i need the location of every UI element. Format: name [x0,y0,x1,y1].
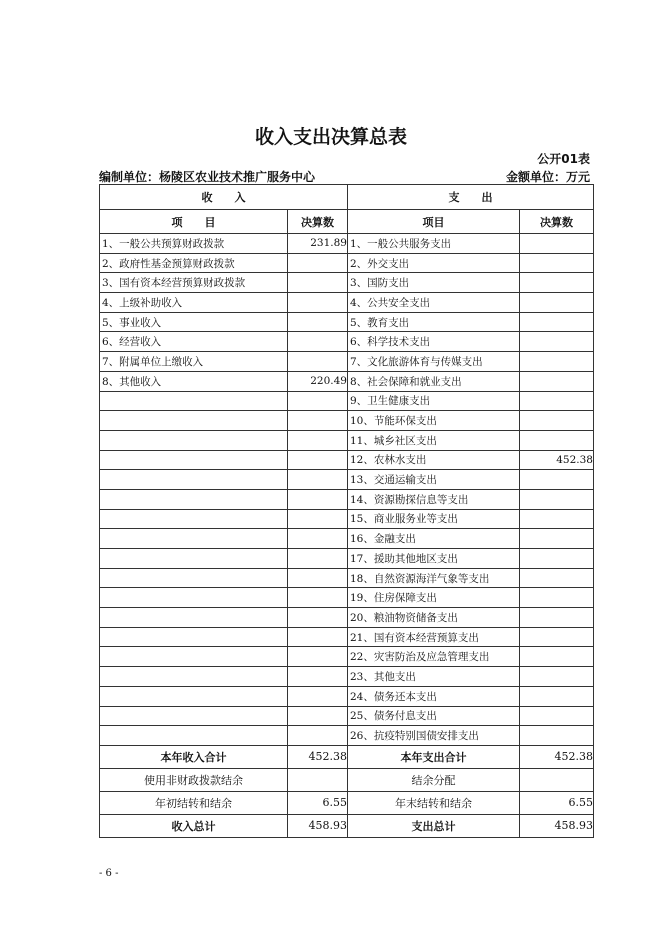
expense-item: 14、资源勘探信息等支出 [348,489,520,509]
table-row [100,549,594,569]
income-item: 5、事业收入 [100,312,288,332]
income-item: 3、国有资本经营预算财政拨款 [100,273,288,293]
expense-amount [520,686,594,706]
expense-amount: 458.93 [520,814,594,837]
table-row [100,529,594,549]
table-row [100,293,594,313]
col-item-right: 项目 [348,210,520,234]
table-row [100,726,594,746]
expense-item: 18、自然资源海洋气象等支出 [348,568,520,588]
table-row [100,489,594,509]
table-row [100,706,594,726]
expense-item: 16、金融支出 [348,529,520,549]
income-amount [288,768,348,791]
income-amount [288,509,348,529]
income-amount [288,726,348,746]
income-amount [288,332,348,352]
expense-amount [520,726,594,746]
expense-amount [520,391,594,411]
budget-table [99,184,594,838]
income-item: 使用非财政拨款结余 [100,768,288,791]
income-amount [288,549,348,569]
expense-item: 3、国防支出 [348,273,520,293]
expense-amount [520,253,594,273]
income-item: 年初结转和结余 [100,791,288,814]
income-item [100,411,288,431]
expense-item: 10、节能环保支出 [348,411,520,431]
income-amount [288,529,348,549]
income-amount [288,352,348,372]
income-amount [288,489,348,509]
expense-item: 24、债务还本支出 [348,686,520,706]
expense-amount [520,352,594,372]
organization: 编制单位：杨陵区农业技术推广服务中心 [99,170,316,184]
table-row [100,686,594,706]
expense-amount [520,489,594,509]
table-row [100,791,594,814]
income-amount [288,608,348,628]
income-amount [288,588,348,608]
table-row [100,352,594,372]
expense-amount [520,568,594,588]
income-amount [288,686,348,706]
expense-item: 21、国有资本经营预算支出 [348,627,520,647]
expense-item: 4、公共安全支出 [348,293,520,313]
income-item [100,568,288,588]
income-item: 6、经营收入 [100,332,288,352]
table-row [100,608,594,628]
table-row [100,745,594,768]
income-item [100,509,288,529]
income-amount [288,293,348,313]
page-number: - 6 - [99,868,119,879]
expense-amount [520,470,594,490]
table-row [100,588,594,608]
table-row [100,234,594,254]
table-row [100,627,594,647]
expense-item: 13、交通运输支出 [348,470,520,490]
income-item: 1、一般公共预算财政拨款 [100,234,288,254]
income-item: 2、政府性基金预算财政拨款 [100,253,288,273]
income-item [100,470,288,490]
income-item [100,608,288,628]
table-row [100,332,594,352]
expense-amount [520,588,594,608]
income-item [100,667,288,687]
income-amount [288,273,348,293]
expense-amount [520,411,594,431]
expense-item: 12、农林水支出 [348,450,520,470]
income-item [100,726,288,746]
expense-amount [520,234,594,254]
amount-unit: 金额单位：万元 [505,170,590,184]
col-amount-right: 决算数 [520,210,594,234]
expense-amount [520,273,594,293]
income-amount [288,568,348,588]
expense-item: 15、商业服务业等支出 [348,509,520,529]
expense-amount [520,312,594,332]
table-row [100,647,594,667]
table-row [100,312,594,332]
col-item-left: 项 目 [100,210,288,234]
expense-item: 9、卫生健康支出 [348,391,520,411]
expense-amount [520,768,594,791]
income-item [100,588,288,608]
income-amount: 231.89 [288,234,348,254]
expense-item: 25、债务付息支出 [348,706,520,726]
income-item [100,647,288,667]
expense-item: 结余分配 [348,768,520,791]
expense-item: 26、抗疫特别国债安排支出 [348,726,520,746]
table-row [100,568,594,588]
table-row [100,430,594,450]
expense-amount [520,647,594,667]
income-amount: 6.55 [288,791,348,814]
income-item [100,627,288,647]
expense-item: 20、粮油物资储备支出 [348,608,520,628]
income-amount [288,627,348,647]
income-item: 收入总计 [100,814,288,837]
table-row [100,391,594,411]
income-amount [288,253,348,273]
income-item: 4、上级补助收入 [100,293,288,313]
expense-amount: 6.55 [520,791,594,814]
income-amount [288,470,348,490]
income-amount [288,312,348,332]
income-amount [288,430,348,450]
income-item: 8、其他收入 [100,371,288,391]
income-item [100,706,288,726]
expense-item: 本年支出合计 [348,745,520,768]
income-amount [288,706,348,726]
expense-item: 5、教育支出 [348,312,520,332]
income-item [100,686,288,706]
expense-item: 11、城乡社区支出 [348,430,520,450]
expense-item: 17、援助其他地区支出 [348,549,520,569]
income-item [100,549,288,569]
expense-header: 支 出 [348,185,594,210]
expense-item: 23、其他支出 [348,667,520,687]
expense-amount: 452.38 [520,450,594,470]
table-row [100,273,594,293]
table-row [100,450,594,470]
expense-amount [520,529,594,549]
expense-amount [520,371,594,391]
table-row [100,470,594,490]
income-amount [288,450,348,470]
table-row [100,814,594,837]
expense-amount [520,293,594,313]
expense-item: 支出总计 [348,814,520,837]
table-row [100,371,594,391]
income-amount: 220.49 [288,371,348,391]
income-item [100,450,288,470]
income-item [100,391,288,411]
expense-item: 22、灾害防治及应急管理支出 [348,647,520,667]
expense-amount [520,332,594,352]
expense-amount: 452.38 [520,745,594,768]
income-item [100,529,288,549]
income-item [100,430,288,450]
table-row [100,253,594,273]
table-row [100,768,594,791]
expense-amount [520,549,594,569]
income-amount [288,647,348,667]
table-row [100,667,594,687]
income-amount [288,411,348,431]
expense-item: 年末结转和结余 [348,791,520,814]
expense-item: 6、科学技术支出 [348,332,520,352]
expense-amount [520,430,594,450]
income-amount [288,667,348,687]
table-row [100,411,594,431]
col-amount-left: 决算数 [288,210,348,234]
expense-item: 1、一般公共服务支出 [348,234,520,254]
expense-item: 7、文化旅游体育与传媒支出 [348,352,520,372]
income-header: 收 入 [100,185,348,210]
income-amount: 458.93 [288,814,348,837]
income-amount: 452.38 [288,745,348,768]
expense-amount [520,667,594,687]
table-row [100,509,594,529]
expense-amount [520,706,594,726]
expense-amount [520,509,594,529]
income-item [100,489,288,509]
income-item: 本年收入合计 [100,745,288,768]
expense-item: 8、社会保障和就业支出 [348,371,520,391]
expense-item: 19、住房保障支出 [348,588,520,608]
expense-item: 2、外交支出 [348,253,520,273]
income-item: 7、附属单位上缴收入 [100,352,288,372]
page-title: 收入支出决算总表 [254,126,407,148]
expense-amount [520,608,594,628]
expense-amount [520,627,594,647]
income-amount [288,391,348,411]
table-number: 公开01表 [537,152,590,166]
